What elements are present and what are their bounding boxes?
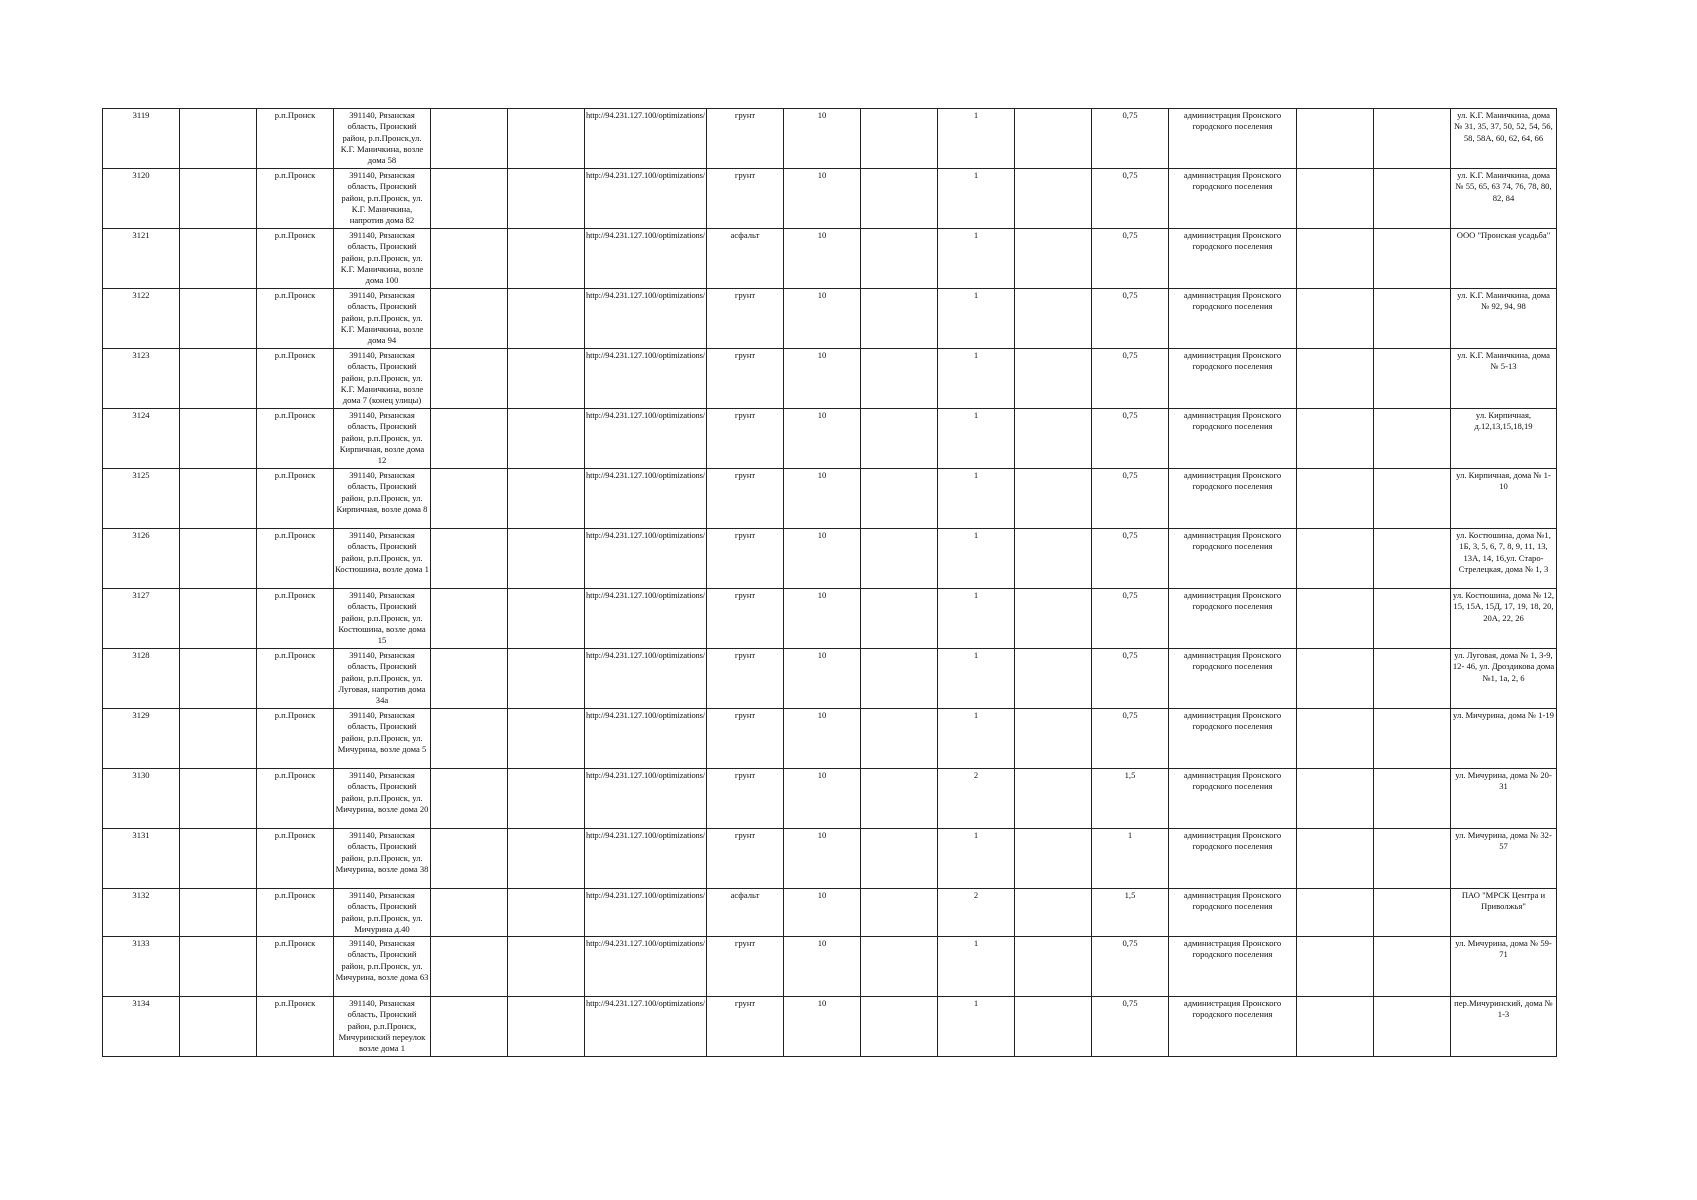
empty-cell: [1297, 529, 1374, 589]
sources-cell: ООО "Пронская усадьба": [1451, 229, 1557, 289]
empty-cell: [1374, 829, 1451, 889]
empty-cell: [508, 169, 585, 229]
url-cell: http://94.231.127.100/optimizations/: [585, 529, 707, 589]
container-count-cell: 1: [938, 589, 1015, 649]
address-cell: 391140, Рязанская область, Пронский район, р.п.Пронск, ул. Костюшина, возле дома 1: [334, 529, 431, 589]
sources-cell: ул. Костюшина, дома № 12, 15, 15А, 15Д, 17, 19, 18, 20, 20А, 22, 26: [1451, 589, 1557, 649]
url-cell: http://94.231.127.100/optimizations/: [585, 469, 707, 529]
empty-cell: [180, 649, 257, 709]
empty-cell: [861, 349, 938, 409]
empty-cell: [1297, 469, 1374, 529]
surface-cell: грунт: [707, 649, 784, 709]
sources-cell: ул. Мичурина, дома № 1-19: [1451, 709, 1557, 769]
table-row: [103, 169, 1557, 229]
empty-cell: [1374, 997, 1451, 1057]
settlement-cell: р.п.Пронск: [257, 937, 334, 997]
surface-cell: грунт: [707, 109, 784, 169]
record-number-cell: 3132: [103, 889, 180, 937]
owner-cell: администрация Пронского городского поселения: [1169, 889, 1297, 937]
sources-cell: ул. К.Г. Маничкина, дома № 55, 65, 63 74, 76, 78, 80, 82, 84: [1451, 169, 1557, 229]
area-cell: 10: [784, 997, 861, 1057]
empty-cell: [431, 409, 508, 469]
empty-cell: [861, 529, 938, 589]
empty-cell: [1015, 169, 1092, 229]
surface-cell: грунт: [707, 409, 784, 469]
owner-cell: администрация Пронского городского поселения: [1169, 649, 1297, 709]
settlement-cell: р.п.Пронск: [257, 169, 334, 229]
volume-cell: 1: [1092, 829, 1169, 889]
address-cell: 391140, Рязанская область, Пронский район, р.п.Пронск, ул. Мичурина, возле дома 20: [334, 769, 431, 829]
empty-cell: [431, 997, 508, 1057]
container-count-cell: 2: [938, 769, 1015, 829]
settlement-cell: р.п.Пронск: [257, 109, 334, 169]
container-count-cell: 1: [938, 409, 1015, 469]
empty-cell: [861, 229, 938, 289]
registry-table: [102, 108, 1557, 1057]
sources-cell: ул. Луговая, дома № 1, 3-9, 12- 46, ул. Дроздикова дома №1, 1а, 2, 6: [1451, 649, 1557, 709]
area-cell: 10: [784, 349, 861, 409]
container-count-cell: 1: [938, 529, 1015, 589]
settlement-cell: р.п.Пронск: [257, 229, 334, 289]
url-cell: http://94.231.127.100/optimizations/: [585, 937, 707, 997]
empty-cell: [180, 769, 257, 829]
empty-cell: [861, 889, 938, 937]
empty-cell: [180, 889, 257, 937]
table-row: [103, 889, 1557, 937]
empty-cell: [1374, 349, 1451, 409]
area-cell: 10: [784, 289, 861, 349]
owner-cell: администрация Пронского городского поселения: [1169, 349, 1297, 409]
surface-cell: грунт: [707, 469, 784, 529]
container-count-cell: 1: [938, 937, 1015, 997]
empty-cell: [1374, 709, 1451, 769]
table-row: [103, 289, 1557, 349]
record-number-cell: 3122: [103, 289, 180, 349]
area-cell: 10: [784, 589, 861, 649]
empty-cell: [1015, 109, 1092, 169]
url-cell: http://94.231.127.100/optimizations/: [585, 649, 707, 709]
empty-cell: [861, 289, 938, 349]
empty-cell: [1015, 529, 1092, 589]
empty-cell: [508, 529, 585, 589]
settlement-cell: р.п.Пронск: [257, 349, 334, 409]
empty-cell: [861, 649, 938, 709]
empty-cell: [861, 769, 938, 829]
volume-cell: 0,75: [1092, 937, 1169, 997]
volume-cell: 0,75: [1092, 349, 1169, 409]
table-row: [103, 529, 1557, 589]
volume-cell: 0,75: [1092, 229, 1169, 289]
surface-cell: асфальт: [707, 229, 784, 289]
area-cell: 10: [784, 709, 861, 769]
empty-cell: [861, 829, 938, 889]
url-cell: http://94.231.127.100/optimizations/: [585, 409, 707, 469]
empty-cell: [180, 409, 257, 469]
address-cell: 391140, Рязанская область, Пронский район, р.п.Пронск, ул. Луговая, напротив дома 34а: [334, 649, 431, 709]
empty-cell: [1297, 769, 1374, 829]
record-number-cell: 3129: [103, 709, 180, 769]
settlement-cell: р.п.Пронск: [257, 769, 334, 829]
owner-cell: администрация Пронского городского поселения: [1169, 769, 1297, 829]
record-number-cell: 3124: [103, 409, 180, 469]
empty-cell: [1297, 889, 1374, 937]
area-cell: 10: [784, 769, 861, 829]
empty-cell: [431, 889, 508, 937]
table-row: [103, 109, 1557, 169]
empty-cell: [508, 409, 585, 469]
container-count-cell: 1: [938, 709, 1015, 769]
surface-cell: грунт: [707, 769, 784, 829]
empty-cell: [180, 169, 257, 229]
table-row: [103, 937, 1557, 997]
surface-cell: грунт: [707, 349, 784, 409]
empty-cell: [1297, 937, 1374, 997]
settlement-cell: р.п.Пронск: [257, 409, 334, 469]
surface-cell: грунт: [707, 937, 784, 997]
empty-cell: [431, 469, 508, 529]
empty-cell: [1297, 997, 1374, 1057]
surface-cell: грунт: [707, 709, 784, 769]
empty-cell: [1374, 889, 1451, 937]
table-row: [103, 229, 1557, 289]
url-cell: http://94.231.127.100/optimizations/: [585, 589, 707, 649]
settlement-cell: р.п.Пронск: [257, 889, 334, 937]
container-count-cell: 2: [938, 889, 1015, 937]
url-cell: http://94.231.127.100/optimizations/: [585, 169, 707, 229]
address-cell: 391140, Рязанская область, Пронский район, р.п.Пронск, ул. К.Г. Маничкина, возле дома 94: [334, 289, 431, 349]
empty-cell: [1297, 109, 1374, 169]
owner-cell: администрация Пронского городского поселения: [1169, 937, 1297, 997]
empty-cell: [508, 229, 585, 289]
table-row: [103, 649, 1557, 709]
table-row: [103, 589, 1557, 649]
sources-cell: ул. Мичурина, дома № 59-71: [1451, 937, 1557, 997]
empty-cell: [1297, 409, 1374, 469]
empty-cell: [861, 709, 938, 769]
empty-cell: [1297, 169, 1374, 229]
empty-cell: [1297, 229, 1374, 289]
table-body: [103, 109, 1557, 1057]
volume-cell: 0,75: [1092, 169, 1169, 229]
empty-cell: [1015, 769, 1092, 829]
area-cell: 10: [784, 469, 861, 529]
empty-cell: [1015, 889, 1092, 937]
address-cell: 391140, Рязанская область, Пронский район, р.п.Пронск, ул. Мичурина д.40: [334, 889, 431, 937]
url-cell: http://94.231.127.100/optimizations/: [585, 769, 707, 829]
empty-cell: [1015, 229, 1092, 289]
settlement-cell: р.п.Пронск: [257, 649, 334, 709]
empty-cell: [431, 109, 508, 169]
volume-cell: 1,5: [1092, 889, 1169, 937]
address-cell: 391140, Рязанская область, Пронский район, р.п.Пронск, Мичуринский переулок возле дома 1: [334, 997, 431, 1057]
table-row: [103, 709, 1557, 769]
empty-cell: [180, 937, 257, 997]
owner-cell: администрация Пронского городского поселения: [1169, 529, 1297, 589]
owner-cell: администрация Пронского городского поселения: [1169, 589, 1297, 649]
sources-cell: пер.Мичуринский, дома № 1-3: [1451, 997, 1557, 1057]
empty-cell: [1015, 409, 1092, 469]
empty-cell: [180, 997, 257, 1057]
sources-cell: ул. Кирпичная, д.12,13,15,18,19: [1451, 409, 1557, 469]
settlement-cell: р.п.Пронск: [257, 589, 334, 649]
surface-cell: грунт: [707, 529, 784, 589]
owner-cell: администрация Пронского городского поселения: [1169, 229, 1297, 289]
owner-cell: администрация Пронского городского поселения: [1169, 709, 1297, 769]
empty-cell: [508, 469, 585, 529]
settlement-cell: р.п.Пронск: [257, 289, 334, 349]
sources-cell: ул. К.Г. Маничкина, дома № 92, 94, 98: [1451, 289, 1557, 349]
empty-cell: [180, 709, 257, 769]
empty-cell: [431, 829, 508, 889]
record-number-cell: 3125: [103, 469, 180, 529]
record-number-cell: 3133: [103, 937, 180, 997]
empty-cell: [1297, 649, 1374, 709]
settlement-cell: р.п.Пронск: [257, 997, 334, 1057]
surface-cell: грунт: [707, 829, 784, 889]
empty-cell: [1297, 349, 1374, 409]
volume-cell: 1,5: [1092, 769, 1169, 829]
record-number-cell: 3126: [103, 529, 180, 589]
empty-cell: [1374, 937, 1451, 997]
address-cell: 391140, Рязанская область, Пронский район, р.п.Пронск, ул. К.Г. Маничкина, напротив дома 82: [334, 169, 431, 229]
empty-cell: [1015, 937, 1092, 997]
empty-cell: [180, 289, 257, 349]
empty-cell: [861, 997, 938, 1057]
owner-cell: администрация Пронского городского поселения: [1169, 829, 1297, 889]
owner-cell: администрация Пронского городского поселения: [1169, 109, 1297, 169]
empty-cell: [431, 589, 508, 649]
owner-cell: администрация Пронского городского поселения: [1169, 289, 1297, 349]
empty-cell: [1374, 469, 1451, 529]
area-cell: 10: [784, 529, 861, 589]
empty-cell: [180, 529, 257, 589]
url-cell: http://94.231.127.100/optimizations/: [585, 889, 707, 937]
empty-cell: [1374, 769, 1451, 829]
empty-cell: [431, 349, 508, 409]
volume-cell: 0,75: [1092, 589, 1169, 649]
area-cell: 10: [784, 649, 861, 709]
empty-cell: [1015, 649, 1092, 709]
empty-cell: [431, 937, 508, 997]
address-cell: 391140, Рязанская область, Пронский район, р.п.Пронск, ул. Мичурина, возле дома 38: [334, 829, 431, 889]
address-cell: 391140, Рязанская область, Пронский район, р.п.Пронск, ул. К.Г. Маничкина, возле дома 100: [334, 229, 431, 289]
surface-cell: грунт: [707, 289, 784, 349]
empty-cell: [1374, 169, 1451, 229]
address-cell: 391140, Рязанская область, Пронский район, р.п.Пронск, ул. Костюшина, возле дома 15: [334, 589, 431, 649]
empty-cell: [1374, 589, 1451, 649]
empty-cell: [431, 289, 508, 349]
surface-cell: грунт: [707, 997, 784, 1057]
address-cell: 391140, Рязанская область, Пронский район, р.п.Пронск, ул. Мичурина, возле дома 5: [334, 709, 431, 769]
empty-cell: [1015, 469, 1092, 529]
surface-cell: грунт: [707, 589, 784, 649]
empty-cell: [1297, 589, 1374, 649]
area-cell: 10: [784, 889, 861, 937]
empty-cell: [180, 109, 257, 169]
address-cell: 391140, Рязанская область, Пронский район, р.п.Пронск, ул. Мичурина, возле дома 63: [334, 937, 431, 997]
volume-cell: 0,75: [1092, 409, 1169, 469]
volume-cell: 0,75: [1092, 289, 1169, 349]
empty-cell: [180, 589, 257, 649]
address-cell: 391140, Рязанская область, Пронский район, р.п.Пронск,ул. К.Г. Маничкина, возле дома 58: [334, 109, 431, 169]
empty-cell: [508, 349, 585, 409]
url-cell: http://94.231.127.100/optimizations/: [585, 709, 707, 769]
area-cell: 10: [784, 169, 861, 229]
record-number-cell: 3128: [103, 649, 180, 709]
volume-cell: 0,75: [1092, 109, 1169, 169]
record-number-cell: 3130: [103, 769, 180, 829]
url-cell: http://94.231.127.100/optimizations/: [585, 349, 707, 409]
sources-cell: ул. Костюшина, дома №1, 1Б, 3, 5, 6, 7, 8, 9, 11, 13, 13А, 14, 16,ул. Старо-Стрелецкая, дома № 1, 3: [1451, 529, 1557, 589]
table-row: [103, 409, 1557, 469]
container-count-cell: 1: [938, 469, 1015, 529]
sources-cell: ул. К.Г. Маничкина, дома № 31, 35, 37, 50, 52, 54, 56, 58, 58А, 60, 62, 64, 66: [1451, 109, 1557, 169]
owner-cell: администрация Пронского городского поселения: [1169, 409, 1297, 469]
volume-cell: 0,75: [1092, 709, 1169, 769]
volume-cell: 0,75: [1092, 469, 1169, 529]
empty-cell: [1015, 829, 1092, 889]
empty-cell: [861, 937, 938, 997]
settlement-cell: р.п.Пронск: [257, 709, 334, 769]
area-cell: 10: [784, 409, 861, 469]
empty-cell: [1374, 289, 1451, 349]
empty-cell: [508, 829, 585, 889]
empty-cell: [1374, 529, 1451, 589]
empty-cell: [508, 709, 585, 769]
record-number-cell: 3131: [103, 829, 180, 889]
url-cell: http://94.231.127.100/optimizations/: [585, 109, 707, 169]
address-cell: 391140, Рязанская область, Пронский район, р.п.Пронск, ул. Кирпичная, возле дома 8: [334, 469, 431, 529]
empty-cell: [861, 409, 938, 469]
empty-cell: [431, 709, 508, 769]
empty-cell: [180, 829, 257, 889]
url-cell: http://94.231.127.100/optimizations/: [585, 997, 707, 1057]
empty-cell: [508, 649, 585, 709]
area-cell: 10: [784, 109, 861, 169]
table-row: [103, 349, 1557, 409]
area-cell: 10: [784, 229, 861, 289]
owner-cell: администрация Пронского городского поселения: [1169, 169, 1297, 229]
record-number-cell: 3123: [103, 349, 180, 409]
empty-cell: [431, 529, 508, 589]
empty-cell: [1015, 349, 1092, 409]
owner-cell: администрация Пронского городского поселения: [1169, 469, 1297, 529]
empty-cell: [1374, 649, 1451, 709]
volume-cell: 0,75: [1092, 649, 1169, 709]
empty-cell: [1297, 829, 1374, 889]
empty-cell: [431, 769, 508, 829]
record-number-cell: 3121: [103, 229, 180, 289]
area-cell: 10: [784, 937, 861, 997]
empty-cell: [508, 109, 585, 169]
address-cell: 391140, Рязанская область, Пронский район, р.п.Пронск, ул. Кирпичная, возле дома 12: [334, 409, 431, 469]
url-cell: http://94.231.127.100/optimizations/: [585, 229, 707, 289]
container-count-cell: 1: [938, 109, 1015, 169]
sources-cell: ул. Мичурина, дома № 32-57: [1451, 829, 1557, 889]
surface-cell: асфальт: [707, 889, 784, 937]
empty-cell: [1297, 289, 1374, 349]
owner-cell: администрация Пронского городского поселения: [1169, 997, 1297, 1057]
sources-cell: ул. Кирпичная, дома № 1-10: [1451, 469, 1557, 529]
container-count-cell: 1: [938, 649, 1015, 709]
empty-cell: [1015, 997, 1092, 1057]
sources-cell: ул. Мичурина, дома № 20-31: [1451, 769, 1557, 829]
record-number-cell: 3134: [103, 997, 180, 1057]
empty-cell: [508, 937, 585, 997]
surface-cell: грунт: [707, 169, 784, 229]
empty-cell: [861, 109, 938, 169]
sources-cell: ул. К.Г. Маничкина, дома № 5-13: [1451, 349, 1557, 409]
empty-cell: [861, 469, 938, 529]
table-row: [103, 829, 1557, 889]
container-count-cell: 1: [938, 169, 1015, 229]
empty-cell: [1374, 109, 1451, 169]
record-number-cell: 3119: [103, 109, 180, 169]
url-cell: http://94.231.127.100/optimizations/: [585, 829, 707, 889]
empty-cell: [431, 229, 508, 289]
empty-cell: [180, 349, 257, 409]
container-count-cell: 1: [938, 997, 1015, 1057]
empty-cell: [180, 229, 257, 289]
record-number-cell: 3127: [103, 589, 180, 649]
empty-cell: [508, 889, 585, 937]
empty-cell: [861, 169, 938, 229]
empty-cell: [431, 649, 508, 709]
empty-cell: [1374, 229, 1451, 289]
settlement-cell: р.п.Пронск: [257, 469, 334, 529]
container-count-cell: 1: [938, 289, 1015, 349]
empty-cell: [1015, 289, 1092, 349]
record-number-cell: 3120: [103, 169, 180, 229]
empty-cell: [508, 997, 585, 1057]
container-count-cell: 1: [938, 229, 1015, 289]
empty-cell: [1015, 709, 1092, 769]
empty-cell: [1297, 709, 1374, 769]
empty-cell: [508, 289, 585, 349]
container-count-cell: 1: [938, 349, 1015, 409]
url-cell: http://94.231.127.100/optimizations/: [585, 289, 707, 349]
empty-cell: [1015, 589, 1092, 649]
empty-cell: [180, 469, 257, 529]
settlement-cell: р.п.Пронск: [257, 529, 334, 589]
volume-cell: 0,75: [1092, 529, 1169, 589]
empty-cell: [861, 589, 938, 649]
settlement-cell: р.п.Пронск: [257, 829, 334, 889]
empty-cell: [508, 589, 585, 649]
empty-cell: [508, 769, 585, 829]
sources-cell: ПАО "МРСК Центра и Приволжья": [1451, 889, 1557, 937]
empty-cell: [431, 169, 508, 229]
address-cell: 391140, Рязанская область, Пронский район, р.п.Пронск, ул. К.Г. Маничкина, возле дома 7 (конец улицы): [334, 349, 431, 409]
empty-cell: [1374, 409, 1451, 469]
container-count-cell: 1: [938, 829, 1015, 889]
table-row: [103, 469, 1557, 529]
volume-cell: 0,75: [1092, 997, 1169, 1057]
area-cell: 10: [784, 829, 861, 889]
table-row: [103, 997, 1557, 1057]
table-row: [103, 769, 1557, 829]
